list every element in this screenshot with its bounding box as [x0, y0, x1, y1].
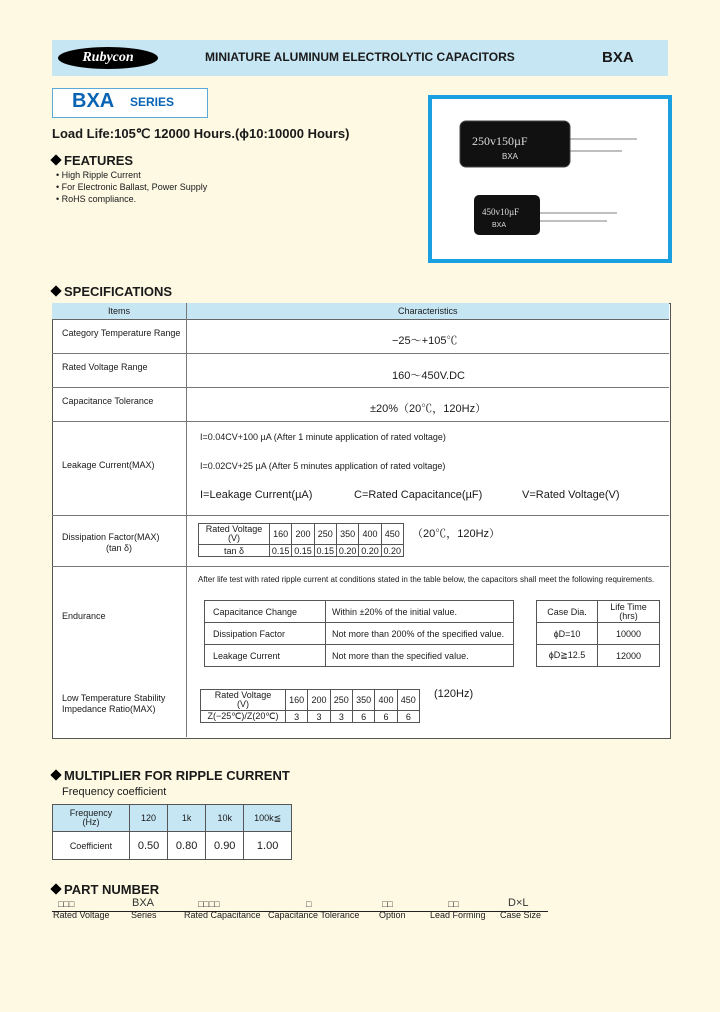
df-condition: （20℃，120Hz） [412, 528, 501, 540]
end-item: Leakage Current [205, 645, 326, 667]
df-value: 0.20 [359, 545, 381, 557]
cap-tol-label: Capacitance Tolerance [62, 396, 154, 406]
pn-box: D×L [508, 897, 529, 909]
features-heading: FEATURES [52, 153, 133, 168]
capacitor-image [432, 99, 668, 259]
case-dia: ϕD≧12.5 [537, 645, 598, 667]
pn-box: □□ [382, 899, 393, 909]
pn-label: Option [379, 910, 406, 920]
mult-freq: 120 [130, 805, 168, 832]
lt-value: 3 [286, 711, 308, 723]
mult-coef: 0.90 [206, 832, 244, 860]
pn-label: Capacitance Tolerance [268, 910, 360, 920]
spec-divider [186, 303, 187, 737]
pn-label: Series [131, 910, 157, 920]
lt-ratio-label: Z(−25℃)/Z(20℃) [201, 711, 286, 723]
mult-freq: 1k [168, 805, 206, 832]
leakage-legend-i: I=Leakage Current(µA) [200, 489, 313, 501]
df-volt: 160 [270, 524, 292, 545]
lt-value: 6 [352, 711, 374, 723]
col-characteristics: Characteristics [398, 306, 458, 316]
series-code: BXA [72, 90, 115, 112]
df-volt: 250 [314, 524, 336, 545]
end-item: Capacitance Change [205, 601, 326, 623]
multiplier-heading: MULTIPLIER FOR RIPPLE CURRENT [52, 768, 290, 783]
col-items: Items [108, 306, 131, 316]
feature-item: • RoHS compliance. [56, 194, 137, 204]
life-time: 12000 [598, 645, 660, 667]
row-divider [52, 515, 669, 516]
multiplier-table [52, 804, 292, 860]
end-req: Not more than the specified value. [326, 645, 514, 667]
df-volt: 450 [381, 524, 403, 545]
df-volt: 350 [336, 524, 358, 545]
pn-label: Rated Voltage [53, 910, 110, 920]
end-item: Dissipation Factor [205, 623, 326, 645]
df-value: 0.20 [336, 545, 358, 557]
mult-coef: 0.80 [168, 832, 206, 860]
df-volt: 200 [292, 524, 314, 545]
lt-value: 3 [330, 711, 352, 723]
row-divider [52, 387, 669, 388]
lt-volt: 200 [308, 690, 330, 711]
lt-volt: 250 [330, 690, 352, 711]
life-time-header: Life Time (hrs) [598, 601, 660, 623]
dissipation-table [198, 523, 404, 557]
endurance-table [204, 600, 514, 667]
series-code-header: BXA [602, 49, 634, 66]
df-rv-header: Rated Voltage (V) [199, 524, 270, 545]
endurance-intro: After life test with rated ripple current at conditions stated in the table below, the capacitors shall meet the following requirements. [198, 575, 655, 584]
lowtemp-label: Low Temperature Stability [62, 693, 166, 703]
product-photo [428, 95, 672, 263]
dissipation-label: Dissipation Factor(MAX) [62, 532, 160, 542]
df-value: 0.15 [292, 545, 314, 557]
case-dia: ϕD=10 [537, 623, 598, 645]
cat-temp-label: Category Temperature Range [62, 328, 181, 338]
cap1-label: 250v150µF [472, 134, 528, 148]
page-title: MINIATURE ALUMINUM ELECTROLYTIC CAPACITORS [205, 50, 515, 64]
lt-volt: 350 [352, 690, 374, 711]
multiplier-sub: Frequency coefficient [62, 786, 167, 798]
rubycon-logo: Rubycon [58, 47, 158, 69]
part-number-heading: PART NUMBER [52, 882, 159, 897]
leakage-legend-c: C=Rated Capacitance(µF) [354, 489, 483, 501]
row-divider [52, 353, 669, 354]
pn-box: □□□ [58, 899, 75, 909]
feature-item: • For Electronic Ballast, Power Supply [56, 182, 208, 192]
pn-box: □□ [448, 899, 459, 909]
cap-tol-value: ±20%（20℃，120Hz） [370, 403, 487, 415]
mult-freq: 100k≦ [244, 805, 292, 832]
lt-value: 3 [308, 711, 330, 723]
load-life: Load Life:105℃ 12000 Hours.(ϕ10:10000 Hours) [52, 126, 350, 141]
case-dia-header: Case Dia. [537, 601, 598, 623]
specifications-heading: SPECIFICATIONS [52, 284, 172, 299]
df-volt: 400 [359, 524, 381, 545]
pn-label: Case Size [500, 910, 542, 920]
feature-item: • High Ripple Current [56, 170, 141, 180]
cap2-series: BXA [492, 222, 507, 229]
cap2-label: 450v10µF [482, 207, 520, 217]
mult-coef-label: Coefficient [53, 832, 130, 860]
leakage-line2: I=0.02CV+25 µA (After 5 minutes application of rated voltage) [200, 461, 446, 471]
lt-volt: 400 [375, 690, 397, 711]
life-time-table [536, 600, 660, 667]
leakage-line1: I=0.04CV+100 µA (After 1 minute application of rated voltage) [200, 432, 446, 442]
spec-header-row [52, 303, 669, 320]
lt-volt: 160 [286, 690, 308, 711]
df-value: 0.15 [314, 545, 336, 557]
rated-volt-label: Rated Voltage Range [62, 362, 148, 372]
leakage-legend-v: V=Rated Voltage(V) [522, 489, 620, 501]
pn-box: □□□□ [198, 899, 220, 909]
lt-condition: (120Hz) [434, 688, 474, 700]
life-time: 10000 [598, 623, 660, 645]
mult-coef: 1.00 [244, 832, 292, 860]
row-divider [52, 566, 669, 567]
mult-freq-label: Frequency (Hz) [53, 805, 130, 832]
row-divider [52, 421, 669, 422]
lowtemp-label2: Impedance Ratio(MAX) [62, 704, 156, 714]
leakage-label: Leakage Current(MAX) [62, 460, 155, 470]
end-req: Within ±20% of the initial value. [326, 601, 514, 623]
dissipation-label-tan: (tan δ) [106, 543, 133, 553]
cat-temp-value: −25〜+105℃ [392, 335, 458, 347]
pn-box: □ [306, 899, 312, 909]
lowtemp-table [200, 689, 420, 723]
mult-freq: 10k [206, 805, 244, 832]
series-word: SERIES [130, 95, 175, 109]
mult-coef: 0.50 [130, 832, 168, 860]
lt-rv-header: Rated Voltage (V) [201, 690, 286, 711]
lt-value: 6 [375, 711, 397, 723]
pn-label: Lead Forming [430, 910, 486, 920]
cap1-series: BXA [502, 152, 519, 161]
end-req: Not more than 200% of the specified value. [326, 623, 514, 645]
lt-volt: 450 [397, 690, 419, 711]
rated-volt-value: 160〜450V.DC [392, 370, 465, 382]
df-tan-label: tan δ [199, 545, 270, 557]
df-value: 0.15 [270, 545, 292, 557]
pn-label: Rated Capacitance [184, 910, 261, 920]
df-value: 0.20 [381, 545, 403, 557]
endurance-label: Endurance [62, 611, 106, 621]
lt-value: 6 [397, 711, 419, 723]
pn-box: BXA [132, 897, 155, 909]
